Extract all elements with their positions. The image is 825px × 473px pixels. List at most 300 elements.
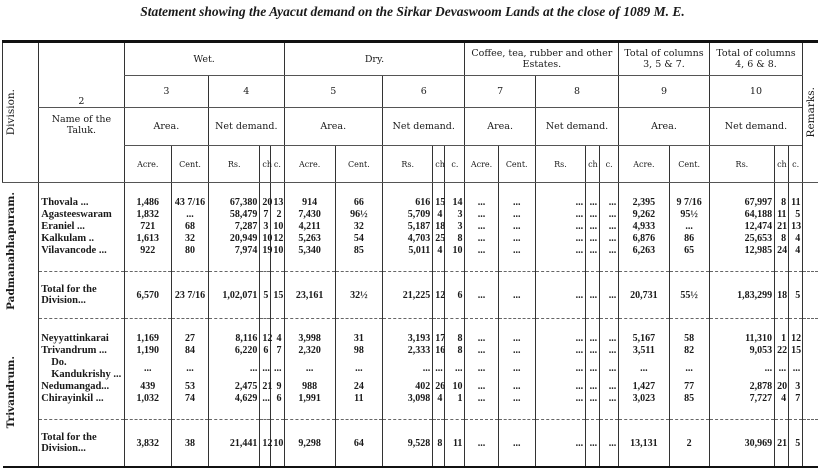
spacer-cell bbox=[535, 405, 585, 420]
cell-c: 9 bbox=[271, 381, 284, 393]
cell-ch: 16 bbox=[433, 345, 445, 357]
cell-cent: 55½ bbox=[669, 272, 709, 319]
cell-ch: 12 bbox=[260, 420, 271, 468]
cell-ch: ... bbox=[260, 357, 271, 381]
cell-acre: 2,395 bbox=[619, 197, 669, 209]
cell-c: ... bbox=[600, 357, 619, 381]
cell-ch: 8 bbox=[433, 420, 445, 468]
cell-cent: 2 bbox=[669, 420, 709, 468]
spacer-cell bbox=[171, 257, 208, 272]
cell-cent: 53 bbox=[171, 381, 208, 393]
cell-ch: 8 bbox=[775, 197, 789, 209]
cell-cent: 23 7/16 bbox=[171, 272, 208, 319]
cell-ch: ... bbox=[260, 393, 271, 405]
cell-cent: 64 bbox=[335, 420, 382, 468]
spacer-cell bbox=[775, 319, 789, 334]
taluk-name: Nedumangad... bbox=[39, 381, 124, 393]
cell-ch: 4 bbox=[433, 393, 445, 405]
cell-ch: 1 bbox=[775, 333, 789, 345]
cell-cent: 82 bbox=[669, 345, 709, 357]
cell-c: 5 bbox=[789, 209, 803, 221]
spacer-cell bbox=[669, 319, 709, 334]
cell-rs: 21,225 bbox=[383, 272, 433, 319]
taluk-name: Neyyattinkarai bbox=[39, 333, 124, 345]
cell-cent: 27 bbox=[171, 333, 208, 345]
cell-ch: 25 bbox=[433, 233, 445, 245]
cell-cent: 43 7/16 bbox=[171, 197, 208, 209]
table-row bbox=[3, 345, 819, 357]
spacer-cell bbox=[260, 257, 271, 272]
cell-ch: 12 bbox=[433, 272, 445, 319]
cell-acre: 3,998 bbox=[284, 333, 335, 345]
col-number-8: 8 bbox=[535, 76, 618, 108]
cell-cent: 77 bbox=[669, 381, 709, 393]
cell-rs: ... bbox=[535, 221, 585, 233]
remarks-cell bbox=[803, 393, 818, 405]
cell-cent: ... bbox=[498, 221, 535, 233]
taluk-name: Eraniel ... bbox=[39, 221, 124, 233]
spacer-cell bbox=[775, 405, 789, 420]
cell-cent: ... bbox=[498, 393, 535, 405]
cell-acre: 5,167 bbox=[619, 333, 669, 345]
spacer-cell bbox=[535, 319, 585, 334]
total-demand-subheader: Net demand. bbox=[709, 108, 803, 146]
spacer-cell bbox=[124, 257, 171, 272]
cell-rs: 5,187 bbox=[383, 221, 433, 233]
cell-acre: 1,486 bbox=[124, 197, 171, 209]
spacer-cell bbox=[39, 257, 124, 272]
cell-cent: ... bbox=[498, 345, 535, 357]
cell-ch: 12 bbox=[260, 333, 271, 345]
spacer-cell bbox=[586, 257, 600, 272]
cell-ch: 20 bbox=[260, 197, 271, 209]
cell-c: 1 bbox=[445, 393, 465, 405]
spacer-cell bbox=[775, 183, 789, 198]
cell-c: 5 bbox=[789, 272, 803, 319]
cell-acre: 721 bbox=[124, 221, 171, 233]
cell-c: 8 bbox=[445, 233, 465, 245]
division-total-row bbox=[3, 272, 819, 319]
cell-c: 12 bbox=[271, 233, 284, 245]
cell-rs: 3,098 bbox=[383, 393, 433, 405]
cell-c: 4 bbox=[789, 245, 803, 257]
cell-rs: 4,703 bbox=[383, 233, 433, 245]
spacer-cell bbox=[271, 257, 284, 272]
cell-cent: 84 bbox=[171, 345, 208, 357]
cell-rs: 2,878 bbox=[709, 381, 774, 393]
cell-rs: ... bbox=[709, 357, 774, 381]
cell-ch: 21 bbox=[775, 420, 789, 468]
cell-c: 15 bbox=[271, 272, 284, 319]
cell-acre: 988 bbox=[284, 381, 335, 393]
cell-ch: 24 bbox=[775, 245, 789, 257]
spacer-cell bbox=[260, 319, 271, 334]
cell-cent: ... bbox=[669, 357, 709, 381]
cell-acre: ... bbox=[619, 357, 669, 381]
wet-demand-header: Net demand. bbox=[209, 108, 284, 146]
cell-ch: 15 bbox=[433, 197, 445, 209]
cell-c: ... bbox=[445, 357, 465, 381]
cell-cent: 32 bbox=[171, 233, 208, 245]
remarks-cell bbox=[803, 357, 818, 381]
cell-acre: ... bbox=[465, 233, 498, 245]
cell-cent: ... bbox=[498, 209, 535, 221]
spacer-cell bbox=[433, 405, 445, 420]
cell-c: ... bbox=[600, 420, 619, 468]
cell-rs: ... bbox=[535, 393, 585, 405]
cell-cent: 86 bbox=[669, 233, 709, 245]
cell-acre: 6,263 bbox=[619, 245, 669, 257]
taluk-column-number: 2 bbox=[39, 42, 124, 108]
spacer-cell bbox=[789, 405, 803, 420]
cell-ch: 4 bbox=[433, 245, 445, 257]
division-header: Division. bbox=[3, 42, 39, 183]
cell-c: 10 bbox=[271, 245, 284, 257]
cell-c: ... bbox=[600, 233, 619, 245]
cell-cent: 74 bbox=[171, 393, 208, 405]
cell-cent: 32 bbox=[335, 221, 382, 233]
cell-c: 10 bbox=[271, 420, 284, 468]
spacer-cell bbox=[803, 183, 818, 198]
cell-c: 6 bbox=[271, 393, 284, 405]
unit-c-header: c. bbox=[271, 146, 284, 183]
cell-rs: ... bbox=[535, 209, 585, 221]
cell-cent: ... bbox=[669, 221, 709, 233]
spacer-cell bbox=[586, 405, 600, 420]
spacer-cell bbox=[535, 257, 585, 272]
cell-rs: ... bbox=[535, 420, 585, 468]
taluk-name: Do. Kandukrishy ... bbox=[39, 357, 124, 381]
cell-ch: ... bbox=[586, 420, 600, 468]
unit-acre-header: Acre. bbox=[465, 146, 498, 183]
cell-ch: 21 bbox=[775, 221, 789, 233]
remarks-cell bbox=[803, 209, 818, 221]
spacer-cell bbox=[209, 183, 260, 198]
spacer-cell bbox=[803, 319, 818, 334]
cell-acre: 1,991 bbox=[284, 393, 335, 405]
cell-acre: 23,161 bbox=[284, 272, 335, 319]
cell-cent: 32½ bbox=[335, 272, 382, 319]
cell-ch: ... bbox=[433, 357, 445, 381]
cell-c: 3 bbox=[445, 221, 465, 233]
division-total-row bbox=[3, 420, 819, 468]
cell-cent: ... bbox=[498, 357, 535, 381]
spacer-cell bbox=[445, 405, 465, 420]
cell-c: ... bbox=[600, 272, 619, 319]
spacer-cell bbox=[171, 405, 208, 420]
spacer-cell bbox=[465, 405, 498, 420]
cell-acre: 914 bbox=[284, 197, 335, 209]
cell-acre: ... bbox=[465, 393, 498, 405]
cell-rs: 11,310 bbox=[709, 333, 774, 345]
cell-c: 13 bbox=[271, 197, 284, 209]
cell-acre: 1,832 bbox=[124, 209, 171, 221]
col-number-6: 6 bbox=[383, 76, 465, 108]
cell-rs: 7,974 bbox=[209, 245, 260, 257]
estates-header: Coffee, tea, rubber and other Estates. bbox=[465, 42, 619, 76]
dry-demand-header: Net demand. bbox=[383, 108, 465, 146]
cell-rs: ... bbox=[535, 233, 585, 245]
cell-acre: 5,340 bbox=[284, 245, 335, 257]
cell-rs: 9,528 bbox=[383, 420, 433, 468]
cell-c: 10 bbox=[445, 381, 465, 393]
spacer-cell bbox=[775, 257, 789, 272]
cell-ch: 6 bbox=[260, 345, 271, 357]
cell-ch: 8 bbox=[775, 233, 789, 245]
spacer-cell bbox=[709, 319, 774, 334]
unit-cent-header: Cent. bbox=[669, 146, 709, 183]
cell-acre: ... bbox=[284, 357, 335, 381]
spacer-cell bbox=[445, 183, 465, 198]
cell-acre: 6,570 bbox=[124, 272, 171, 319]
cell-c: 5 bbox=[789, 420, 803, 468]
spacer-cell bbox=[669, 257, 709, 272]
spacer-cell bbox=[260, 405, 271, 420]
spacer-cell bbox=[535, 183, 585, 198]
cell-rs: 12,474 bbox=[709, 221, 774, 233]
total-label: Total for the Division... bbox=[39, 272, 124, 319]
spacer-cell bbox=[433, 183, 445, 198]
cell-c: ... bbox=[600, 221, 619, 233]
cell-cent: 65 bbox=[669, 245, 709, 257]
total-demand-header: Total of columns 4, 6 & 8. bbox=[709, 42, 803, 76]
cell-rs: 58,479 bbox=[209, 209, 260, 221]
spacer-cell bbox=[709, 183, 774, 198]
cell-ch: 18 bbox=[775, 272, 789, 319]
cell-rs: 1,83,299 bbox=[709, 272, 774, 319]
cell-acre: ... bbox=[465, 221, 498, 233]
spacer-cell bbox=[586, 319, 600, 334]
cell-ch: 11 bbox=[775, 209, 789, 221]
table-row bbox=[3, 233, 819, 245]
spacer-cell bbox=[383, 405, 433, 420]
remarks-cell bbox=[803, 381, 818, 393]
spacer-cell bbox=[619, 257, 669, 272]
unit-ch-header: ch bbox=[433, 146, 445, 183]
cell-rs: 30,969 bbox=[709, 420, 774, 468]
cell-ch: ... bbox=[775, 357, 789, 381]
cell-rs: ... bbox=[535, 272, 585, 319]
cell-ch: ... bbox=[586, 209, 600, 221]
cell-cent: ... bbox=[498, 333, 535, 345]
remarks-header: Remarks. bbox=[803, 42, 818, 183]
spacer-cell bbox=[171, 183, 208, 198]
cell-acre: 3,511 bbox=[619, 345, 669, 357]
cell-cent: 85 bbox=[669, 393, 709, 405]
table-row bbox=[3, 245, 819, 257]
cell-cent: 9 7/16 bbox=[669, 197, 709, 209]
page-title: Statement showing the Ayacut demand on the Sirkar Devaswoom Lands at the close of 1089 M. E. bbox=[140, 4, 685, 19]
spacer-cell bbox=[271, 319, 284, 334]
spacer-cell bbox=[284, 405, 335, 420]
unit-acre-header: Acre. bbox=[124, 146, 171, 183]
table-row bbox=[3, 209, 819, 221]
spacer-cell bbox=[669, 183, 709, 198]
cell-rs: ... bbox=[535, 245, 585, 257]
total-area-header: Total of columns 3, 5 & 7. bbox=[619, 42, 709, 76]
table-row bbox=[3, 393, 819, 405]
unit-c-header: c. bbox=[789, 146, 803, 183]
unit-cent-header: Cent. bbox=[498, 146, 535, 183]
spacer-cell bbox=[433, 319, 445, 334]
cell-ch: 5 bbox=[260, 272, 271, 319]
spacer-cell bbox=[586, 183, 600, 198]
cell-acre: 1,427 bbox=[619, 381, 669, 393]
spacer-cell bbox=[171, 319, 208, 334]
cell-c: 15 bbox=[789, 345, 803, 357]
spacer-cell bbox=[383, 257, 433, 272]
cell-rs: 2,333 bbox=[383, 345, 433, 357]
spacer-cell bbox=[383, 319, 433, 334]
cell-rs: 2,475 bbox=[209, 381, 260, 393]
spacer-cell bbox=[803, 405, 818, 420]
spacer-cell bbox=[445, 257, 465, 272]
spacer-cell bbox=[335, 257, 382, 272]
cell-c: 7 bbox=[271, 345, 284, 357]
spacer-cell bbox=[619, 405, 669, 420]
spacer-cell bbox=[271, 183, 284, 198]
cell-rs: 5,011 bbox=[383, 245, 433, 257]
cell-c: ... bbox=[271, 357, 284, 381]
cell-rs: ... bbox=[383, 357, 433, 381]
remarks-cell bbox=[803, 272, 818, 319]
cell-acre: 5,263 bbox=[284, 233, 335, 245]
spacer-cell bbox=[789, 257, 803, 272]
cell-rs: ... bbox=[535, 333, 585, 345]
wet-header: Wet. bbox=[124, 42, 284, 76]
unit-ch-header: ch bbox=[586, 146, 600, 183]
unit-ch-header: ch bbox=[775, 146, 789, 183]
cell-cent: 80 bbox=[171, 245, 208, 257]
cell-ch: ... bbox=[586, 233, 600, 245]
cell-acre: ... bbox=[124, 357, 171, 381]
spacer-cell bbox=[465, 319, 498, 334]
spacer-cell bbox=[465, 183, 498, 198]
cell-cent: ... bbox=[498, 245, 535, 257]
cell-c: 12 bbox=[789, 333, 803, 345]
cell-acre: ... bbox=[465, 333, 498, 345]
cell-ch: ... bbox=[586, 333, 600, 345]
cell-ch: 22 bbox=[775, 345, 789, 357]
spacer-cell bbox=[124, 319, 171, 334]
cell-rs: 9,053 bbox=[709, 345, 774, 357]
cell-ch: ... bbox=[586, 357, 600, 381]
cell-acre: 1,613 bbox=[124, 233, 171, 245]
spacer-cell bbox=[619, 319, 669, 334]
spacer-cell bbox=[284, 183, 335, 198]
col-number-4: 4 bbox=[209, 76, 284, 108]
spacer-cell bbox=[260, 183, 271, 198]
spacer-cell bbox=[209, 319, 260, 334]
spacer-cell bbox=[789, 319, 803, 334]
cell-c: 10 bbox=[445, 245, 465, 257]
unit-acre-header: Acre. bbox=[619, 146, 669, 183]
cell-cent: ... bbox=[498, 197, 535, 209]
cell-c: ... bbox=[789, 357, 803, 381]
col-number-9: 9 bbox=[619, 76, 709, 108]
spacer-cell bbox=[600, 257, 619, 272]
division-name: Trivandrum. bbox=[4, 356, 17, 429]
cell-acre: 1,032 bbox=[124, 393, 171, 405]
taluk-header: Name of the Taluk. bbox=[39, 108, 124, 183]
cell-acre: 3,832 bbox=[124, 420, 171, 468]
cell-acre: 4,211 bbox=[284, 221, 335, 233]
cell-acre: ... bbox=[465, 272, 498, 319]
cell-cent: ... bbox=[335, 357, 382, 381]
cell-cent: ... bbox=[171, 357, 208, 381]
cell-ch: ... bbox=[586, 393, 600, 405]
cell-ch: 4 bbox=[433, 209, 445, 221]
spacer-cell bbox=[284, 257, 335, 272]
spacer-cell bbox=[465, 257, 498, 272]
cell-cent: ... bbox=[498, 381, 535, 393]
total-area-subheader: Area. bbox=[619, 108, 709, 146]
cell-c: 6 bbox=[445, 272, 465, 319]
spacer-cell bbox=[433, 257, 445, 272]
cell-rs: 64,188 bbox=[709, 209, 774, 221]
cell-cent: 24 bbox=[335, 381, 382, 393]
cell-c: 13 bbox=[789, 221, 803, 233]
cell-cent: 66 bbox=[335, 197, 382, 209]
spacer-cell bbox=[600, 319, 619, 334]
spacer-cell bbox=[124, 183, 171, 198]
spacer-cell bbox=[789, 183, 803, 198]
cell-rs: 8,116 bbox=[209, 333, 260, 345]
cell-c: ... bbox=[600, 381, 619, 393]
estates-demand-header: Net demand. bbox=[535, 108, 618, 146]
cell-acre: 922 bbox=[124, 245, 171, 257]
col-number-10: 10 bbox=[709, 76, 803, 108]
spacer-cell bbox=[284, 319, 335, 334]
cell-rs: 12,985 bbox=[709, 245, 774, 257]
estates-area-header: Area. bbox=[465, 108, 535, 146]
cell-ch: 7 bbox=[260, 209, 271, 221]
taluk-name: Agasteeswaram bbox=[39, 209, 124, 221]
cell-cent: ... bbox=[498, 233, 535, 245]
cell-cent: 68 bbox=[171, 221, 208, 233]
cell-rs: 67,380 bbox=[209, 197, 260, 209]
cell-c: 7 bbox=[789, 393, 803, 405]
spacer-cell bbox=[39, 319, 124, 334]
cell-acre: 13,131 bbox=[619, 420, 669, 468]
cell-ch: 3 bbox=[260, 221, 271, 233]
cell-rs: ... bbox=[535, 381, 585, 393]
cell-c: 10 bbox=[271, 221, 284, 233]
table-row bbox=[3, 357, 819, 381]
remarks-cell bbox=[803, 245, 818, 257]
cell-acre: 1,190 bbox=[124, 345, 171, 357]
cell-rs: ... bbox=[535, 357, 585, 381]
cell-acre: ... bbox=[465, 245, 498, 257]
spacer-cell bbox=[39, 183, 124, 198]
dry-area-header: Area. bbox=[284, 108, 383, 146]
spacer-cell bbox=[600, 405, 619, 420]
cell-c: ... bbox=[600, 393, 619, 405]
cell-c: ... bbox=[600, 245, 619, 257]
spacer-cell bbox=[335, 319, 382, 334]
table-row bbox=[3, 333, 819, 345]
remarks-cell bbox=[803, 333, 818, 345]
unit-cent-header: Cent. bbox=[171, 146, 208, 183]
remarks-cell bbox=[803, 197, 818, 209]
cell-ch: ... bbox=[586, 272, 600, 319]
spacer-cell bbox=[709, 257, 774, 272]
cell-ch: ... bbox=[586, 381, 600, 393]
cell-rs: 3,193 bbox=[383, 333, 433, 345]
cell-cent: 31 bbox=[335, 333, 382, 345]
unit-rs-header: Rs. bbox=[535, 146, 585, 183]
cell-rs: 6,220 bbox=[209, 345, 260, 357]
